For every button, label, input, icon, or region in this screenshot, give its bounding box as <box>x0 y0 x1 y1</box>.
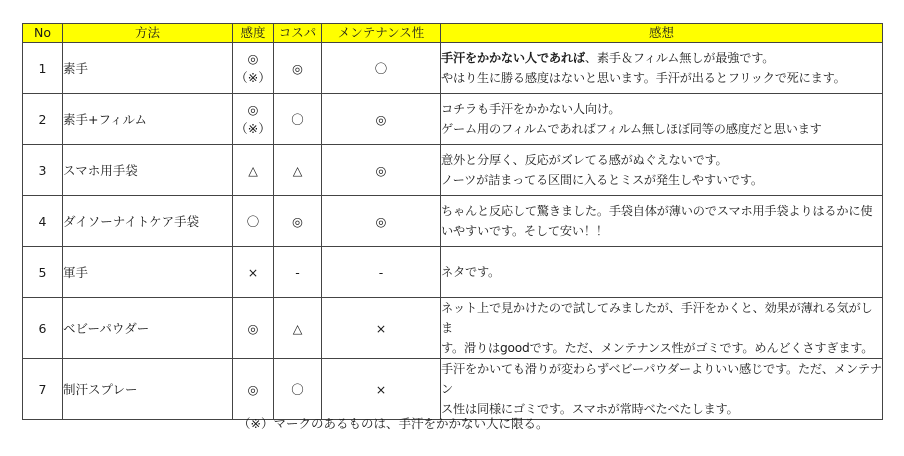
comment-text: す。滑りはgoodです。ただ、メンテナンス性がゴミです。めんどくさすぎます。 <box>441 341 874 355</box>
row-sensitivity: △ <box>233 145 274 196</box>
comment-emphasis: 手汗をかかない人であれば <box>441 51 585 65</box>
table-row <box>23 145 883 196</box>
row-cost: ◎ <box>274 196 322 247</box>
row-cost: 〇 <box>274 94 322 145</box>
header-cost: コスパ <box>274 24 322 43</box>
row-cost: △ <box>274 145 322 196</box>
header-sensitivity: 感度 <box>233 24 274 43</box>
header-row <box>23 24 883 43</box>
row-maintenance: × <box>322 298 441 359</box>
sensitivity-note: （※） <box>235 121 271 136</box>
comparison-table <box>22 23 883 420</box>
comment-text: ゲーム用のフィルムであればフィルム無しほぼ同等の感度だと思います <box>441 122 822 136</box>
table-row <box>23 298 883 359</box>
comment-text: いやすいです。そして安い！！ <box>441 224 608 238</box>
row-maintenance: × <box>322 359 441 420</box>
row-comment <box>441 94 883 145</box>
row-no: 6 <box>23 298 63 359</box>
sensitivity-mark: ◎ <box>247 102 259 117</box>
header-maintenance: メンテナンス性 <box>322 24 441 43</box>
row-no: 5 <box>23 247 63 298</box>
row-comment <box>441 298 883 359</box>
row-method: 軍手 <box>63 247 233 298</box>
table-row <box>23 247 883 298</box>
comment-text: ス性は同様にゴミです。スマホが常時べたべたします。 <box>441 402 739 416</box>
row-sensitivity: ◎ <box>233 298 274 359</box>
comment-text: ネタです。 <box>441 265 500 279</box>
comment-text: 、素手＆フィルム無しが最強です。 <box>584 51 775 65</box>
row-no: 2 <box>23 94 63 145</box>
row-method: ダイソーナイトケア手袋 <box>63 196 233 247</box>
row-sensitivity: × <box>233 247 274 298</box>
row-comment <box>441 359 883 420</box>
row-sensitivity <box>233 43 274 94</box>
comment-text: ネット上で見かけたので試してみましたが、手汗をかくと、効果が薄れる気がしま <box>441 301 873 335</box>
header-no: No <box>23 24 63 43</box>
row-method: 素手+フィルム <box>63 94 233 145</box>
footnote: （※）マークのあるものは、手汗をかかない人に限る。 <box>238 416 549 431</box>
comment-text: コチラも手汗をかかない人向け。 <box>441 102 621 116</box>
row-method: 素手 <box>63 43 233 94</box>
row-no: 4 <box>23 196 63 247</box>
row-cost: - <box>274 247 322 298</box>
row-comment <box>441 145 883 196</box>
sensitivity-note: （※） <box>235 70 271 85</box>
table-row <box>23 196 883 247</box>
table-row <box>23 43 883 94</box>
header-method: 方法 <box>63 24 233 43</box>
row-no: 1 <box>23 43 63 94</box>
row-method: ベビーパウダー <box>63 298 233 359</box>
row-comment <box>441 43 883 94</box>
row-maintenance: - <box>322 247 441 298</box>
header-comment: 感想 <box>441 24 883 43</box>
table-row <box>23 359 883 420</box>
row-comment <box>441 247 883 298</box>
row-comment <box>441 196 883 247</box>
comment-text: やはり生に勝る感度はないと思います。手汗が出るとフリックで死にます。 <box>441 71 846 85</box>
row-sensitivity <box>233 94 274 145</box>
comment-text: 手汗をかいても滑りが変わらずベビーパウダーよりいい感じです。ただ、メンテナン <box>441 362 882 396</box>
row-method: 制汗スプレー <box>63 359 233 420</box>
row-cost: ◎ <box>274 43 322 94</box>
row-maintenance: ◎ <box>322 94 441 145</box>
comment-text: 意外と分厚く、反応がズレてる感がぬぐえないです。 <box>441 153 728 167</box>
row-maintenance: ◎ <box>322 196 441 247</box>
table-row <box>23 94 883 145</box>
comment-text: ノーツが詰まってる区間に入るとミスが発生しやすいです。 <box>441 173 763 187</box>
row-cost: △ <box>274 298 322 359</box>
row-cost: 〇 <box>274 359 322 420</box>
row-no: 7 <box>23 359 63 420</box>
sensitivity-mark: ◎ <box>247 51 259 66</box>
comment-text: ちゃんと反応して驚きました。手袋自体が薄いのでスマホ用手袋よりはるかに使 <box>441 204 873 218</box>
row-method: スマホ用手袋 <box>63 145 233 196</box>
row-maintenance: 〇 <box>322 43 441 94</box>
row-sensitivity: ◎ <box>233 359 274 420</box>
row-sensitivity: 〇 <box>233 196 274 247</box>
row-no: 3 <box>23 145 63 196</box>
row-maintenance: ◎ <box>322 145 441 196</box>
